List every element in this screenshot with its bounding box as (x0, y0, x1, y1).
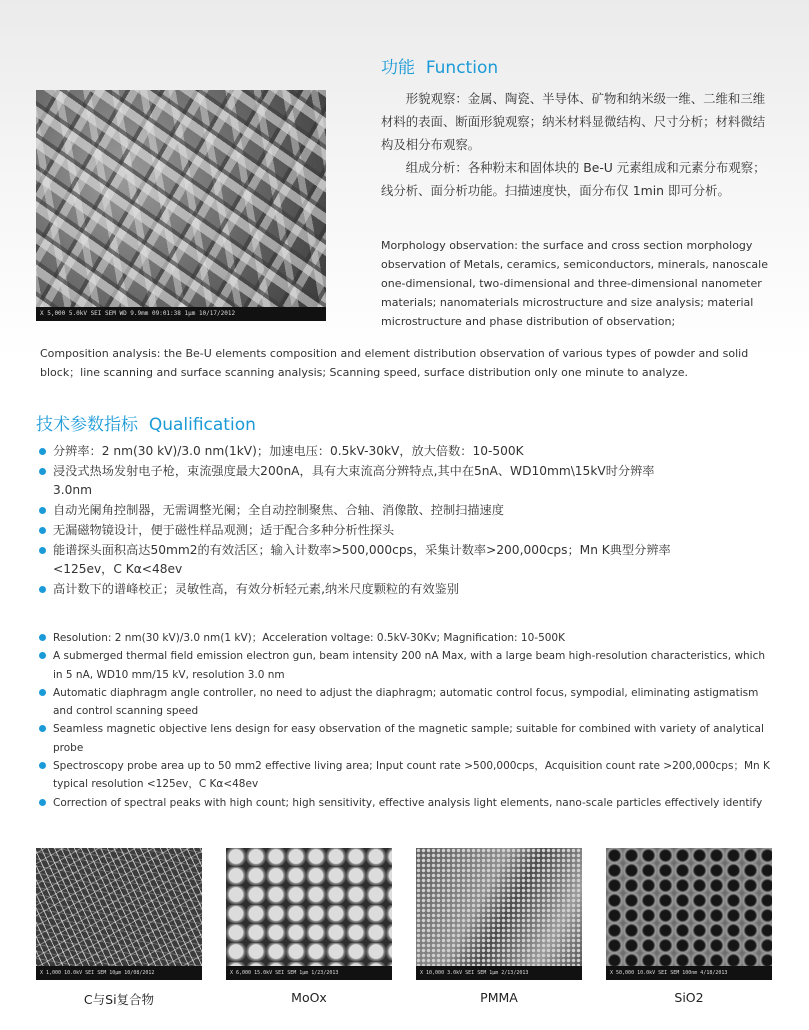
function-cn-paragraph: 形貌观察：金属、陶瓷、半导体、矿物和纳米级一维、二维和三维材料的表面、断面形貌观察；纳米材料显微结构、尺寸分析；材料微结构及相分布观察。 (381, 91, 766, 152)
qualification-cn-item: 无漏磁物镜设计，便于磁性样品观测；适于配合多种分析性探头 (38, 521, 678, 541)
function-heading-cn: 功能 (381, 58, 415, 78)
sem-image-texture (416, 848, 582, 966)
qualification-en-item: Seamless magnetic objective lens design for easy observation of the magnetic sample; suitable for combined with variety of analytical probe (38, 720, 776, 757)
qualification-heading-en: Qualification (148, 415, 256, 435)
thumbnail-c-si (36, 848, 202, 980)
function-heading (381, 53, 498, 78)
qualification-cn-item: 分辨率：2 nm(30 kV)/3.0 nm(1kV)；加速电压：0.5kV-30kV，放大倍数：10-500K (38, 442, 678, 462)
thumbnail-pmma (416, 848, 582, 980)
qualification-en-item: Spectroscopy probe area up to 50 mm2 effective living area; Input count rate >500,000cps，Acquisition count rate >200,000cps；Mn K typical resolution <125ev，C Kα<48ev (38, 757, 776, 794)
sem-image-texture (36, 848, 202, 966)
function-cn-paragraph: 组成分析：各种粉末和固体块的 Be-U 元素组成和元素分布观察；线分析、面分析功能。扫描速度快，面分布仅 1min 即可分析。 (381, 160, 766, 198)
sem-image-texture (226, 848, 392, 966)
qualification-en-item: A submerged thermal field emission electron gun, beam intensity 200 nA Max, with a large beam high-resolution characteristics, which in 5 nA, WD10 mm/15 kV, resolution 3.0 nm (38, 647, 776, 684)
function-heading-en: Function (425, 58, 499, 78)
thumbnail-caption: MoOx (291, 990, 327, 1005)
sem-info-bar: X 1,000 10.0kV SEI SEM 10μm 10/08/2012 (36, 966, 202, 980)
qualification-cn-item: 能谱探头面积高达50mm2的有效活区；输入计数率>500,000cps，采集计数率>200,000cps；Mn K典型分辨率<125ev，C Kα<48ev (38, 541, 678, 580)
sem-info-bar: X 6,000 15.0kV SEI SEM 1μm 1/23/2013 (226, 966, 392, 980)
thumbnail-caption: C与Si复合物 (83, 992, 155, 1007)
qualification-heading (36, 410, 256, 435)
qualification-cn-item: 高计数下的谱峰校正；灵敏性高，有效分析轻元素,纳米尺度颗粒的有效鉴别 (38, 580, 678, 600)
thumbnail-caption: PMMA (480, 990, 518, 1005)
qualification-en-item: Automatic diaphragm angle controller, no need to adjust the diaphragm; automatic control focus, sympodial, eliminating astigmatism and control scanning speed (38, 684, 776, 721)
qualification-en-item: Resolution: 2 nm(30 kV)/3.0 nm(1 kV)；Acceleration voltage: 0.5kV-30Kv; Magnification: 10-500K (38, 629, 776, 647)
sem-image-texture (36, 90, 326, 307)
thumbnail-caption: SiO2 (674, 990, 704, 1005)
qualification-cn-list (38, 442, 678, 600)
qualification-en-list (38, 629, 776, 812)
thumbnail-sio2 (606, 848, 772, 980)
thumbnail-moox (226, 848, 392, 980)
qualification-heading-cn: 技术参数指标 (36, 415, 138, 435)
function-cn-text (381, 87, 775, 202)
function-en-composition: Composition analysis: the Be-U elements composition and element distribution observation of various types of powder and solid block；line scanning and surface scanning analysis; Scanning speed, surface distribution only one minute to analyze. (40, 347, 749, 379)
sem-image-texture (606, 848, 772, 966)
function-en-morphology: Morphology observation: the surface and cross section morphology observation of Metals, ceramics, semiconductors, minerals, nanoscale one-dimensional, two-dimensional and three-dimensional nanometer materials; nanomaterials microstructure and size analysis; material microstructure and phase distribution of observation; (381, 239, 768, 328)
qualification-cn-item: 自动光阑角控制器，无需调整光阑；全自动控制聚焦、合轴、消像散、控制扫描速度 (38, 501, 678, 521)
sem-info-bar: X 50,000 10.0kV SEI SEM 100nm 4/18/2013 (606, 966, 772, 980)
qualification-cn-item: 浸没式热场发射电子枪，束流强度最大200nA，具有大束流高分辨特点,其中在5nA、WD10mm\15kV时分辨率3.0nm (38, 462, 678, 501)
main-sem-image (36, 90, 326, 321)
qualification-en-item: Correction of spectral peaks with high count; high sensitivity, effective analysis light elements, nano-scale particles effectively identify (38, 794, 776, 812)
sem-info-bar: X 5,000 5.0kV SEI SEM WD 9.9mm 09:01:38 1μm 10/17/2012 (36, 307, 326, 321)
sem-info-bar: X 10,000 3.0kV SEI SEM 1μm 2/13/2013 (416, 966, 582, 980)
